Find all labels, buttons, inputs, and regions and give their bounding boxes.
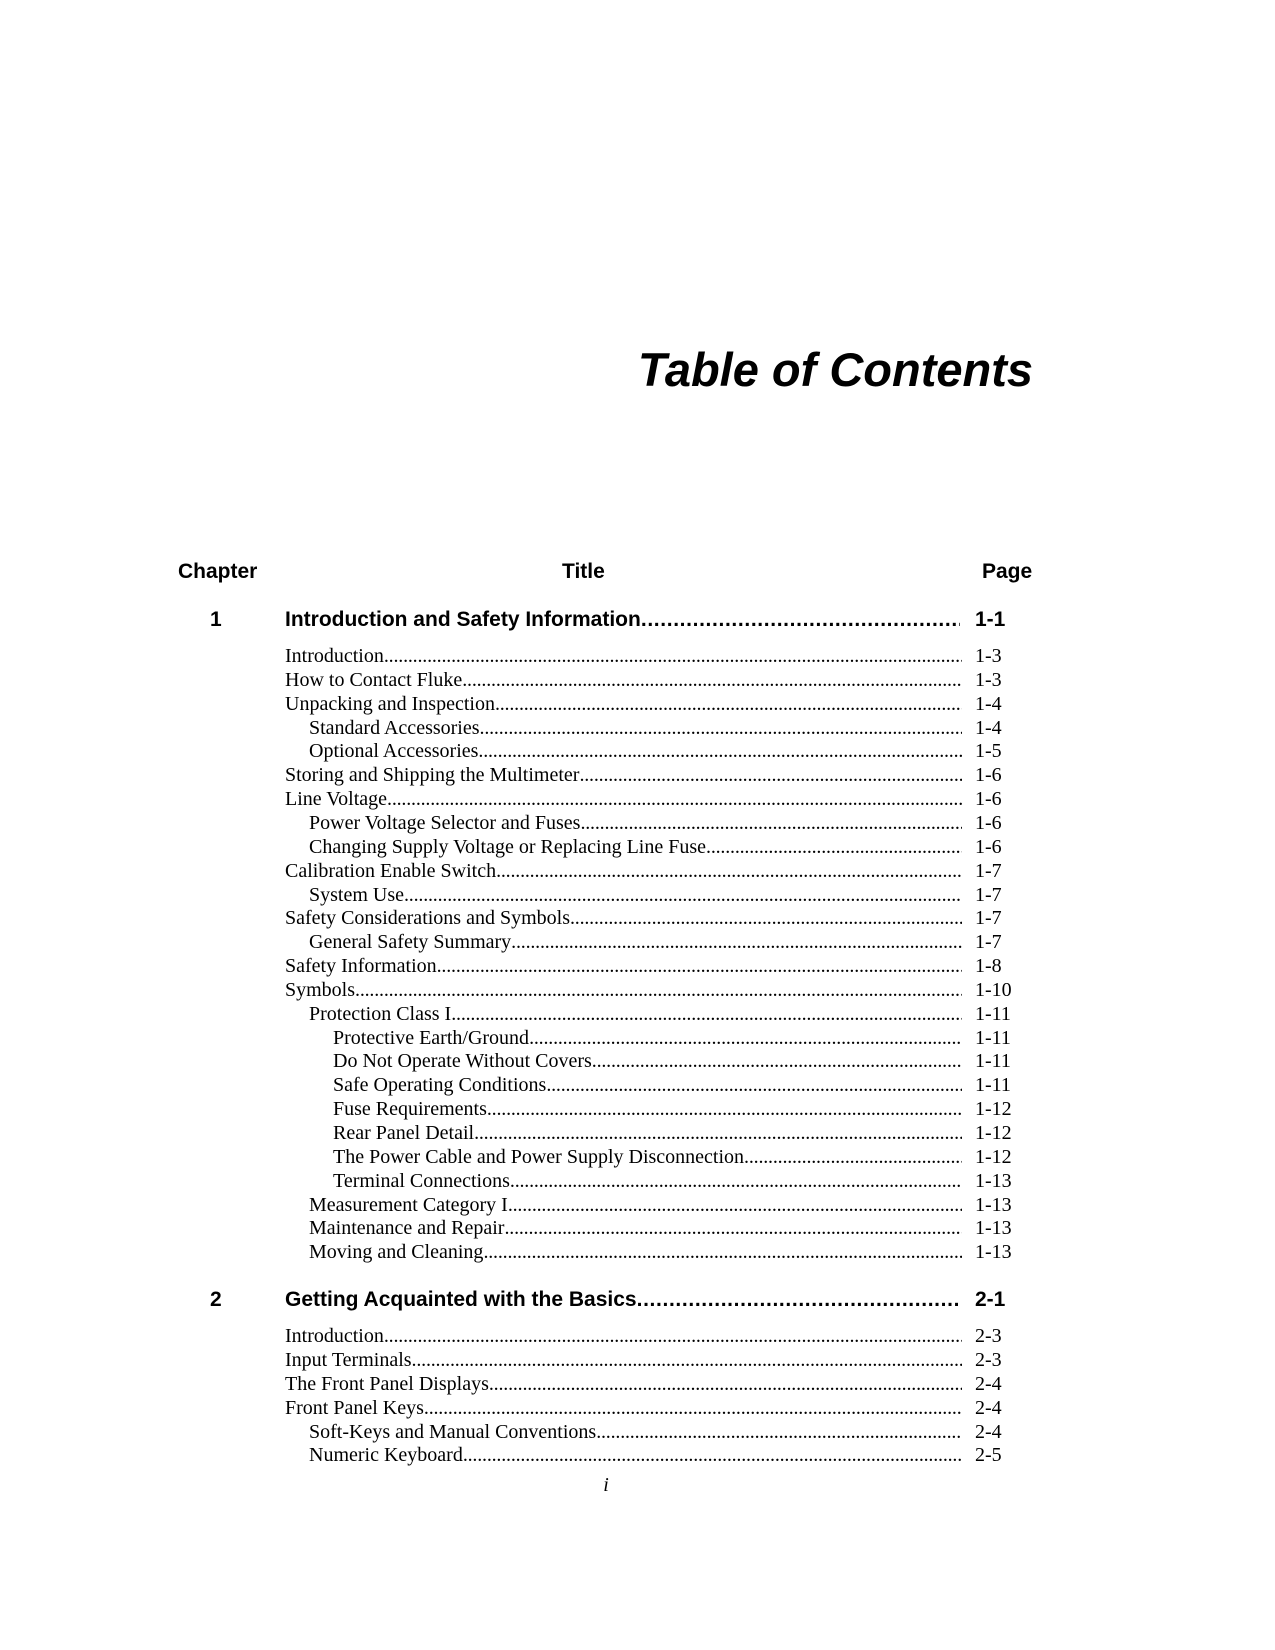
leader-dots	[592, 1049, 962, 1073]
chapter-page: 1-1	[975, 608, 1006, 631]
toc-entry-title: Safety Considerations and Symbols	[285, 907, 570, 930]
toc-entry-page: 1-4	[975, 692, 1002, 715]
toc-entry[interactable]	[309, 883, 962, 907]
toc-entry-title: Power Voltage Selector and Fuses	[309, 811, 581, 834]
toc-entry[interactable]	[333, 1049, 962, 1073]
toc-entry-page: 1-3	[975, 668, 1002, 691]
toc-entry-title: The Front Panel Displays	[285, 1372, 489, 1395]
toc-entry-title: Protective Earth/Ground	[333, 1026, 530, 1049]
toc-entry[interactable]	[285, 906, 962, 930]
toc-entry[interactable]	[285, 859, 962, 883]
toc-entry-page: 1-11	[975, 1050, 1011, 1073]
leader-dots	[355, 978, 962, 1002]
toc-entry-title: Line Voltage	[285, 788, 388, 811]
page-number: i	[603, 1474, 609, 1496]
leader-dots	[463, 1443, 962, 1467]
toc-entry-page: 2-4	[975, 1396, 1002, 1419]
toc-entry-page: 1-4	[975, 716, 1002, 739]
toc-entry-page: 1-12	[975, 1122, 1012, 1144]
leader-dots	[474, 1121, 962, 1145]
toc-entry-title: Standard Accessories	[309, 716, 480, 739]
leader-dots	[510, 1169, 962, 1193]
chapter-heading[interactable]	[0, 607, 960, 631]
leader-dots	[596, 1420, 962, 1444]
toc-entry-title: Unpacking and Inspection	[285, 692, 495, 715]
toc-entry-page: 1-12	[975, 1145, 1012, 1168]
toc-entry-page: 1-5	[975, 740, 1002, 763]
toc-entry[interactable]	[285, 978, 962, 1002]
toc-entry-page: 1-3	[975, 645, 1002, 667]
chapter-number: 2	[210, 1288, 222, 1312]
toc-entry-title: Measurement Category I	[309, 1193, 508, 1216]
toc-entry-title: General Safety Summary	[309, 931, 512, 954]
toc-entry-title: Soft-Keys and Manual Conventions	[309, 1420, 597, 1443]
toc-entry-title: Rear Panel Detail	[333, 1122, 475, 1144]
leader-dots	[641, 607, 960, 633]
toc-entry-page: 1-10	[975, 978, 1012, 1001]
leader-dots	[580, 811, 962, 835]
leader-dots	[489, 1372, 962, 1396]
leader-dots	[437, 954, 962, 978]
leader-dots	[511, 930, 962, 954]
chapter-heading[interactable]	[0, 1287, 960, 1311]
toc-entry-title: Calibration Enable Switch	[285, 859, 497, 882]
toc-entry[interactable]	[333, 1026, 962, 1050]
toc-entry[interactable]	[309, 1216, 962, 1240]
toc-entry-page: 1-6	[975, 811, 1002, 834]
toc-entry-title: Safe Operating Conditions	[333, 1074, 547, 1097]
leader-dots	[483, 1240, 962, 1264]
chapter-title: Getting Acquainted with the Basics	[285, 1288, 637, 1312]
toc-entry-page: 1-6	[975, 835, 1002, 858]
toc-entry[interactable]	[333, 1169, 962, 1193]
toc-entry[interactable]	[309, 1193, 962, 1217]
toc-entry-page: 1-13	[975, 1241, 1012, 1264]
toc-entry-title: Input Terminals	[285, 1348, 412, 1371]
toc-entry-title: Do Not Operate Without Covers	[333, 1050, 592, 1073]
chapter-page: 2-1	[975, 1288, 1006, 1312]
leader-dots	[744, 1145, 962, 1169]
toc-entry-page: 1-11	[975, 1002, 1011, 1025]
toc-entry[interactable]	[285, 692, 962, 716]
toc-entry-title: How to Contact Fluke	[285, 668, 463, 691]
toc-entry-page: 1-6	[975, 764, 1002, 787]
chapter-number: 1	[210, 608, 222, 631]
chapter-column-header: Chapter	[178, 560, 258, 583]
toc-entry[interactable]	[285, 1372, 962, 1396]
toc-entry-page: 1-13	[975, 1217, 1012, 1240]
toc-entry[interactable]	[309, 835, 962, 859]
leader-dots	[529, 1026, 962, 1050]
toc-entry-page: 1-11	[975, 1026, 1011, 1049]
toc-entry-page: 1-7	[975, 883, 1002, 906]
toc-entry-page: 1-11	[975, 1074, 1011, 1097]
toc-entry[interactable]	[333, 1097, 962, 1121]
toc-entry-page: 2-5	[975, 1444, 1002, 1467]
toc-entry-title: Safety Information	[285, 955, 437, 978]
toc-entry[interactable]	[333, 1121, 962, 1145]
toc-entry-title: Storing and Shipping the Multimeter	[285, 764, 580, 787]
page-column-header: Page	[982, 560, 1033, 583]
leader-dots	[637, 1287, 960, 1313]
leader-dots	[424, 1396, 962, 1420]
leader-dots	[478, 739, 962, 763]
toc-entry-title: Numeric Keyboard	[309, 1444, 463, 1467]
leader-dots	[480, 716, 962, 740]
toc-entry-page: 1-8	[975, 955, 1002, 978]
toc-entry-title: Introduction	[285, 1325, 384, 1348]
toc-entry-page: 1-13	[975, 1193, 1012, 1216]
toc-entry[interactable]	[285, 787, 962, 811]
toc-entry-page: 1-6	[975, 788, 1002, 811]
toc-entry-title: Terminal Connections	[333, 1169, 510, 1192]
toc-entry-page: 1-7	[975, 931, 1002, 954]
leader-dots	[495, 692, 962, 716]
title-column-header: Title	[562, 560, 605, 583]
toc-entry-title: Front Panel Keys	[285, 1396, 424, 1419]
toc-entry[interactable]	[333, 1073, 962, 1097]
toc-entry-title: Optional Accessories	[309, 740, 479, 763]
toc-entry-title: Introduction	[285, 645, 384, 667]
toc-entry-title: Symbols	[285, 978, 356, 1001]
toc-entry[interactable]	[285, 1324, 962, 1348]
leader-dots	[462, 668, 962, 692]
leader-dots	[387, 787, 962, 811]
leader-dots	[487, 1097, 962, 1121]
toc-entry-title: Changing Supply Voltage or Replacing Line Fuse	[309, 835, 707, 858]
toc-entry-title: The Power Cable and Power Supply Disconnection	[333, 1145, 745, 1168]
leader-dots	[570, 906, 962, 930]
toc-entry-page: 1-7	[975, 907, 1002, 930]
leader-dots	[546, 1073, 962, 1097]
leader-dots	[384, 1324, 962, 1348]
leader-dots	[504, 1216, 962, 1240]
leader-dots	[579, 763, 962, 787]
leader-dots	[404, 883, 962, 907]
chapter-title: Introduction and Safety Information	[285, 608, 641, 631]
leader-dots	[412, 1348, 962, 1372]
toc-entry[interactable]	[309, 1240, 962, 1264]
toc-entry[interactable]	[309, 930, 962, 954]
toc-entry-page: 2-3	[975, 1325, 1002, 1348]
page-title: Table of Contents	[637, 343, 1033, 396]
toc-entry[interactable]	[285, 1396, 962, 1420]
toc-entry-title: Maintenance and Repair	[309, 1217, 505, 1240]
toc-entry-page: 2-3	[975, 1348, 1002, 1371]
toc-entry[interactable]	[309, 739, 962, 763]
toc-entry[interactable]	[285, 644, 962, 668]
toc-entry[interactable]	[309, 716, 962, 740]
toc-entry[interactable]	[333, 1145, 962, 1169]
toc-entry[interactable]	[285, 1348, 962, 1372]
leader-dots	[384, 644, 962, 668]
toc-entry-title: Protection Class I	[309, 1002, 452, 1025]
toc-entry[interactable]	[285, 668, 962, 692]
toc-entry-page: 1-7	[975, 859, 1002, 882]
leader-dots	[451, 1002, 962, 1026]
toc-entry[interactable]	[309, 1443, 962, 1467]
leader-dots	[706, 835, 962, 859]
leader-dots	[496, 859, 962, 883]
toc-entry[interactable]	[285, 763, 962, 787]
toc-entry-title: System Use	[309, 883, 404, 906]
toc-entry-title: Fuse Requirements	[333, 1098, 487, 1121]
toc-entry-page: 2-4	[975, 1372, 1002, 1395]
toc-entry[interactable]	[285, 954, 962, 978]
toc-entry-page: 2-4	[975, 1420, 1002, 1443]
toc-entry[interactable]	[309, 811, 962, 835]
toc-entry-page: 1-13	[975, 1169, 1012, 1192]
toc-entry[interactable]	[309, 1002, 962, 1026]
toc-entry[interactable]	[309, 1420, 962, 1444]
leader-dots	[508, 1193, 962, 1217]
toc-entry-title: Moving and Cleaning	[309, 1241, 484, 1264]
toc-entry-page: 1-12	[975, 1098, 1012, 1121]
